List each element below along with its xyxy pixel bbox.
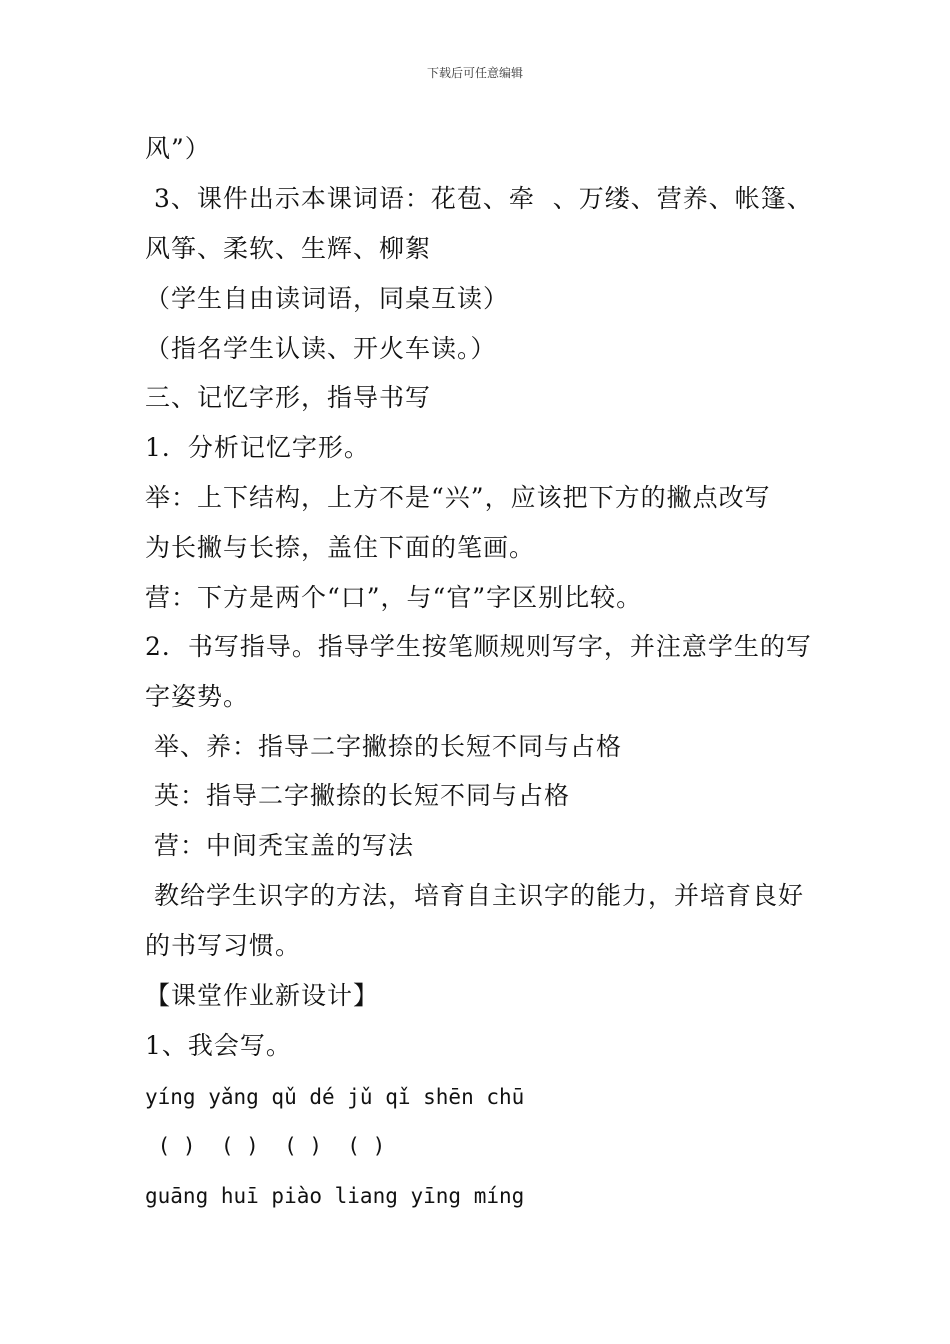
- text-line: 的书写习惯。: [145, 931, 302, 960]
- text-line: 营：下方是两个“口”，与“官”字区别比较。: [145, 583, 643, 612]
- text-line: 为长撇与长捺，盖住下面的笔画。: [145, 533, 536, 562]
- section-heading: 【课堂作业新设计】: [145, 981, 380, 1010]
- text-line: 举：上下结构，上方不是“兴”，应该把下方的撇点改写: [145, 483, 771, 512]
- text-line: 3、课件出示本课词语：花苞、牵 、万缕、营养、帐篷、: [145, 184, 813, 213]
- text-line: 风筝、柔软、生辉、柳絮: [145, 234, 432, 263]
- pinyin-line: guāng huī piào liang yīng míng: [145, 1184, 525, 1208]
- text-line: （指名学生认读、开火车读。）: [145, 334, 497, 363]
- pinyin-line: yíng yǎng qǔ dé jǔ qǐ shēn chū: [145, 1085, 525, 1109]
- text-line: 营：中间秃宝盖的写法: [145, 831, 414, 860]
- page-header: 下载后可任意编辑: [426, 66, 523, 80]
- text-line: 教给学生识字的方法，培育自主识字的能力，并培育良好: [145, 881, 804, 910]
- answer-blanks: ( ) ( ) ( ) ( ): [145, 1134, 386, 1158]
- section-heading: 三、记忆字形，指导书写: [145, 383, 432, 412]
- text-line: 1．分析记忆字形。: [145, 433, 370, 462]
- text-line: 1、我会写。: [145, 1031, 292, 1060]
- text-line: 英：指导二字撇捺的长短不同与占格: [145, 781, 570, 810]
- text-line: （学生自由读词语，同桌互读）: [145, 284, 510, 313]
- text-line: 2．书写指导。指导学生按笔顺规则写字，并注意学生的写: [145, 632, 812, 661]
- text-line: 风”）: [145, 134, 211, 163]
- text-line: 字姿势。: [145, 682, 250, 711]
- text-line: 举、养：指导二字撇捺的长短不同与占格: [145, 732, 622, 761]
